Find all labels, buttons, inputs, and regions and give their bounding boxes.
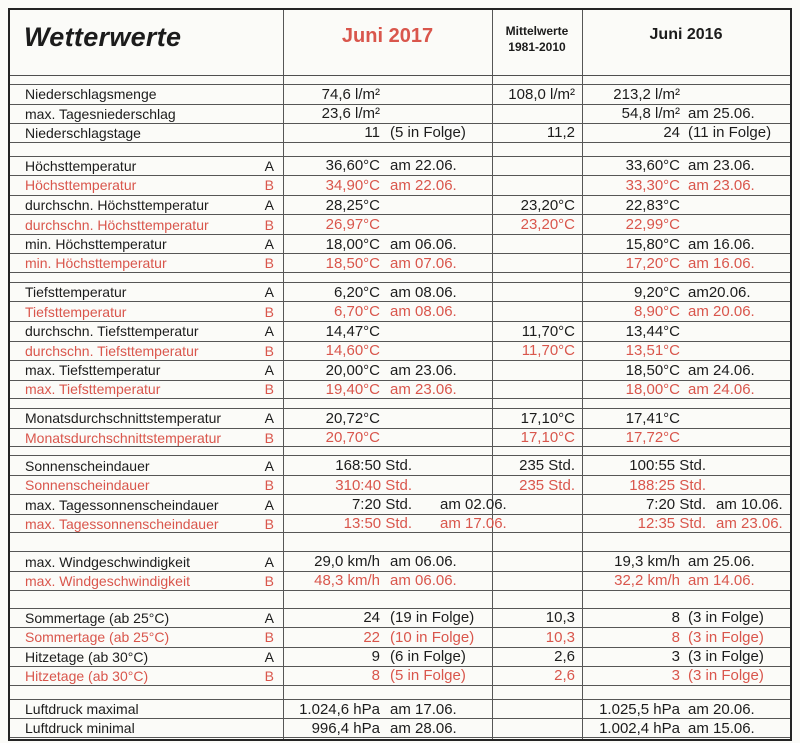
value-juni-2017: 19,40°C: [325, 380, 380, 398]
series-indicator: B: [264, 572, 274, 589]
note-juni-2016: am 24.06.: [688, 361, 755, 379]
spacer-row: [10, 686, 790, 699]
row-label: Monatsdurchschnittstemperatur: [25, 410, 222, 427]
note-juni-2017: (5 in Folge): [390, 667, 466, 685]
series-indicator: B: [264, 303, 274, 320]
row-label: Luftdruck minimal: [25, 720, 135, 737]
row-label: Niederschlagsmenge: [25, 86, 157, 103]
value-juni-2016: 8: [671, 609, 680, 627]
value-juni-2016: 1.002,4 hPa: [599, 719, 680, 737]
note-juni-2017: am 23.06.: [390, 361, 457, 379]
value-juni-2017: 18,50°C: [325, 254, 380, 272]
value-juni-2017: 20,72°C: [325, 409, 380, 427]
spacer-row: [10, 76, 790, 84]
value-juni-2016: 13,44°C: [625, 322, 680, 340]
value-juni-2017: 36,60°C: [325, 157, 380, 175]
row-label: max. Tagessonnenscheindauer: [25, 496, 219, 513]
value-juni-2017: 28,25°C: [325, 196, 380, 214]
value-juni-2017: 26,97°C: [325, 216, 380, 234]
note-juni-2017: am 28.06.: [390, 719, 457, 737]
column-header-mittelwerte-line2: 1981-2010: [508, 39, 566, 54]
value-juni-2017: 996,4 hPa: [311, 719, 380, 737]
note-juni-2017: am 22.06.: [390, 176, 457, 194]
row-label: durchschn. Tiefsttemperatur: [25, 342, 199, 359]
note-juni-2017: am 02.06.: [440, 496, 507, 514]
table-row: [10, 234, 790, 254]
value-juni-2017: 7:20 Std.: [351, 496, 412, 514]
series-indicator: A: [264, 236, 274, 253]
column-header-mittelwerte-line1: Mittelwerte: [505, 24, 569, 38]
column-header-juni-2017: Juni 2017: [341, 25, 434, 47]
value-juni-2016: 22,99°C: [625, 216, 680, 234]
note-juni-2016: am 16.06.: [688, 254, 755, 272]
value-juni-2016: 32,2 km/h: [614, 572, 680, 590]
value-juni-2017: 29,0 km/h: [314, 553, 380, 571]
table-row: [10, 718, 790, 738]
note-juni-2016: am 23.06.: [716, 515, 783, 533]
value-juni-2016: 3: [671, 648, 680, 666]
value-juni-2017: 48,3 km/h: [314, 572, 380, 590]
value-mittelwerte: 235 Std.: [519, 476, 575, 494]
value-juni-2017: 20,00°C: [325, 361, 380, 379]
series-indicator: A: [264, 323, 274, 340]
note-juni-2017: am 07.06.: [390, 254, 457, 272]
value-juni-2016: 33,30°C: [625, 176, 680, 194]
value-juni-2016: 17,41°C: [625, 409, 680, 427]
value-mittelwerte: 11,70°C: [521, 322, 575, 340]
table-row: [10, 195, 790, 215]
note-juni-2017: am 23.06.: [390, 380, 457, 398]
value-juni-2016: 17,72°C: [625, 429, 680, 447]
value-juni-2017: 23,6 l/m²: [321, 105, 380, 123]
value-mittelwerte: 17,10°C: [520, 409, 575, 427]
value-juni-2016: 1.025,5 hPa: [599, 700, 680, 718]
table-row: [10, 571, 790, 591]
value-mittelwerte: 23,20°C: [520, 196, 575, 214]
value-juni-2017: 6,70°C: [333, 303, 380, 321]
value-juni-2017: 8: [371, 667, 380, 685]
row-label: Sommertage (ab 25°C): [25, 629, 170, 646]
value-juni-2016: 18,50°C: [625, 361, 680, 379]
table-row: [10, 175, 790, 195]
series-indicator: A: [264, 284, 274, 301]
note-juni-2016: (3 in Folge): [688, 628, 764, 646]
value-juni-2017: 14,47°C: [325, 322, 380, 340]
series-indicator: B: [264, 255, 274, 272]
table-body: [10, 76, 790, 738]
note-juni-2017: am 22.06.: [390, 157, 457, 175]
value-juni-2016: 24: [663, 124, 680, 142]
row-label: Sommertage (ab 25°C): [25, 609, 170, 626]
value-mittelwerte: 10,3: [545, 609, 575, 627]
series-indicator: B: [264, 429, 274, 446]
series-indicator: B: [264, 477, 274, 494]
note-juni-2017: (5 in Folge): [390, 124, 466, 142]
row-label: Höchsttemperatur: [25, 157, 137, 174]
table-row: [10, 608, 790, 628]
table-row: [10, 360, 790, 380]
note-juni-2016: am 14.06.: [688, 572, 755, 590]
row-label: Monatsdurchschnittstemperatur: [25, 429, 222, 446]
value-juni-2016: 54,8 l/m²: [621, 105, 680, 123]
row-label: Tiefsttemperatur: [25, 303, 127, 320]
spacer-row: [10, 533, 790, 551]
series-indicator: B: [264, 342, 274, 359]
note-juni-2017: am 06.06.: [390, 572, 457, 590]
table-row: [10, 666, 790, 686]
value-juni-2016: 188:25 Std.: [629, 476, 706, 494]
note-juni-2016: am 25.06.: [688, 553, 755, 571]
table-row: [10, 214, 790, 234]
column-header-juni-2016: Juni 2016: [649, 26, 723, 43]
table-row: [10, 475, 790, 495]
row-label: Höchsttemperatur: [25, 177, 137, 194]
table-row: [10, 428, 790, 448]
table-row: [10, 123, 790, 143]
note-juni-2016: am 16.06.: [688, 235, 755, 253]
series-indicator: A: [264, 362, 274, 379]
value-mittelwerte: 2,6: [554, 648, 575, 666]
series-indicator: B: [264, 667, 274, 684]
row-label: Luftdruck maximal: [25, 701, 139, 718]
series-indicator: B: [264, 381, 274, 398]
spacer-row: [10, 591, 790, 608]
value-juni-2017: 11: [364, 124, 380, 142]
value-juni-2017: 74,6 l/m²: [321, 85, 380, 103]
table-row: [10, 282, 790, 302]
note-juni-2017: am 08.06.: [390, 283, 457, 301]
value-juni-2017: 14,60°C: [325, 342, 380, 360]
row-label: durchschn. Höchsttemperatur: [25, 197, 209, 213]
note-juni-2016: (3 in Folge): [688, 609, 764, 627]
value-juni-2016: 17,20°C: [625, 254, 680, 272]
series-indicator: A: [264, 410, 274, 427]
note-juni-2016: (3 in Folge): [688, 667, 764, 685]
note-juni-2016: am 23.06.: [688, 176, 755, 194]
series-indicator: A: [264, 197, 274, 213]
value-juni-2016: 8: [671, 628, 680, 646]
note-juni-2016: am 25.06.: [688, 105, 755, 123]
series-indicator: A: [264, 457, 274, 474]
value-juni-2016: 33,60°C: [625, 157, 680, 175]
note-juni-2016: am 24.06.: [688, 380, 755, 398]
value-mittelwerte: 2,6: [554, 667, 575, 685]
row-label: Tiefsttemperatur: [25, 284, 127, 301]
value-juni-2017: 13:50 Std.: [343, 515, 412, 533]
note-juni-2016: am 10.06.: [716, 496, 783, 514]
weather-table: [8, 8, 792, 741]
note-juni-2016: (11 in Folge): [688, 124, 772, 142]
row-label: max. Windgeschwindigkeit: [25, 572, 190, 589]
table-row: [10, 514, 790, 534]
table-row: [10, 321, 790, 341]
value-juni-2016: 7:20 Std.: [645, 496, 706, 514]
value-juni-2017: 18,00°C: [325, 235, 380, 253]
table-row: [10, 627, 790, 647]
value-juni-2016: 15,80°C: [625, 235, 680, 253]
row-label: Sonnenscheindauer: [25, 477, 150, 494]
series-indicator: A: [264, 157, 274, 174]
row-label: max. Tiefsttemperatur: [25, 362, 161, 379]
row-label: Hitzetage (ab 30°C): [25, 648, 149, 665]
page-title: Wetterwerte: [24, 22, 182, 52]
table-header-row: [10, 10, 790, 76]
series-indicator: B: [264, 629, 274, 646]
value-juni-2017: 6,20°C: [333, 283, 380, 301]
value-juni-2016: 19,3 km/h: [614, 553, 680, 571]
column-header-mittelwerte: [492, 10, 582, 75]
row-label: Niederschlagstage: [25, 124, 141, 141]
value-juni-2017: 9: [371, 648, 380, 666]
note-juni-2017: (6 in Folge): [390, 648, 466, 666]
table-row: [10, 301, 790, 321]
value-juni-2016: 213,2 l/m²: [613, 85, 680, 103]
note-juni-2016: am20.06.: [688, 283, 751, 301]
value-juni-2017: 22: [363, 628, 380, 646]
value-mittelwerte: 17,10°C: [520, 429, 575, 447]
table-row: [10, 699, 790, 719]
value-juni-2017: 20,70°C: [325, 429, 380, 447]
note-juni-2017: am 17.06.: [440, 515, 507, 533]
spacer-row: [10, 447, 790, 455]
value-juni-2017: 24: [363, 609, 380, 627]
value-juni-2016: 18,00°C: [625, 380, 680, 398]
table-row: [10, 380, 790, 400]
row-label: max. Tiefsttemperatur: [25, 381, 161, 398]
note-juni-2016: am 15.06.: [688, 719, 755, 737]
series-indicator: B: [264, 177, 274, 194]
value-juni-2016: 12:35 Std.: [637, 515, 706, 533]
note-juni-2017: am 06.06.: [390, 235, 457, 253]
value-mittelwerte: 11,2: [546, 124, 575, 142]
table-row: [10, 551, 790, 571]
table-row: [10, 341, 790, 361]
value-juni-2016: 22,83°C: [625, 196, 680, 214]
series-indicator: A: [264, 648, 274, 665]
row-label: Sonnenscheindauer: [25, 457, 150, 474]
note-juni-2017: am 17.06.: [390, 700, 457, 718]
value-mittelwerte: 108,0 l/m²: [508, 85, 575, 103]
row-label: durchschn. Tiefsttemperatur: [25, 323, 199, 340]
value-juni-2016: 100:55 Std.: [629, 457, 706, 475]
value-mittelwerte: 10,3: [545, 628, 575, 646]
series-indicator: A: [264, 496, 274, 513]
note-juni-2017: (19 in Folge): [390, 609, 475, 627]
note-juni-2016: (3 in Folge): [688, 648, 764, 666]
row-label: min. Höchsttemperatur: [25, 255, 167, 272]
table-row: [10, 156, 790, 176]
table-row: [10, 494, 790, 514]
note-juni-2017: am 08.06.: [390, 303, 457, 321]
row-label: max. Tagesniederschlag: [25, 105, 176, 122]
series-indicator: B: [264, 216, 274, 233]
value-juni-2017: 34,90°C: [325, 176, 380, 194]
value-juni-2016: 3: [671, 667, 680, 685]
row-label: Hitzetage (ab 30°C): [25, 667, 149, 684]
note-juni-2016: am 23.06.: [688, 157, 755, 175]
table-row: [10, 647, 790, 667]
table-row: [10, 455, 790, 475]
note-juni-2016: am 20.06.: [688, 700, 755, 718]
row-label: durchschn. Höchsttemperatur: [25, 216, 209, 233]
table-row: [10, 84, 790, 104]
spacer-row: [10, 399, 790, 408]
value-mittelwerte: 235 Std.: [519, 457, 575, 475]
value-juni-2016: 8,90°C: [633, 303, 680, 321]
note-juni-2017: (10 in Folge): [390, 628, 475, 646]
value-juni-2017: 310:40 Std.: [335, 476, 412, 494]
value-juni-2017: 168:50 Std.: [335, 457, 412, 475]
spacer-row: [10, 273, 790, 282]
value-mittelwerte: 11,70°C: [521, 342, 575, 360]
table-row: [10, 408, 790, 428]
value-juni-2016: 13,51°C: [625, 342, 680, 360]
table-row: [10, 104, 790, 124]
value-mittelwerte: 23,20°C: [520, 216, 575, 234]
row-label: max. Windgeschwindigkeit: [25, 553, 190, 570]
series-indicator: A: [264, 609, 274, 626]
table-row: [10, 253, 790, 273]
note-juni-2017: am 06.06.: [390, 553, 457, 571]
row-label: max. Tagessonnenscheindauer: [25, 515, 219, 532]
note-juni-2016: am 20.06.: [688, 303, 755, 321]
series-indicator: A: [264, 553, 274, 570]
spacer-row: [10, 143, 790, 156]
value-juni-2016: 9,20°C: [633, 283, 680, 301]
value-juni-2017: 1.024,6 hPa: [299, 700, 380, 718]
row-label: min. Höchsttemperatur: [25, 236, 167, 253]
series-indicator: B: [264, 515, 274, 532]
